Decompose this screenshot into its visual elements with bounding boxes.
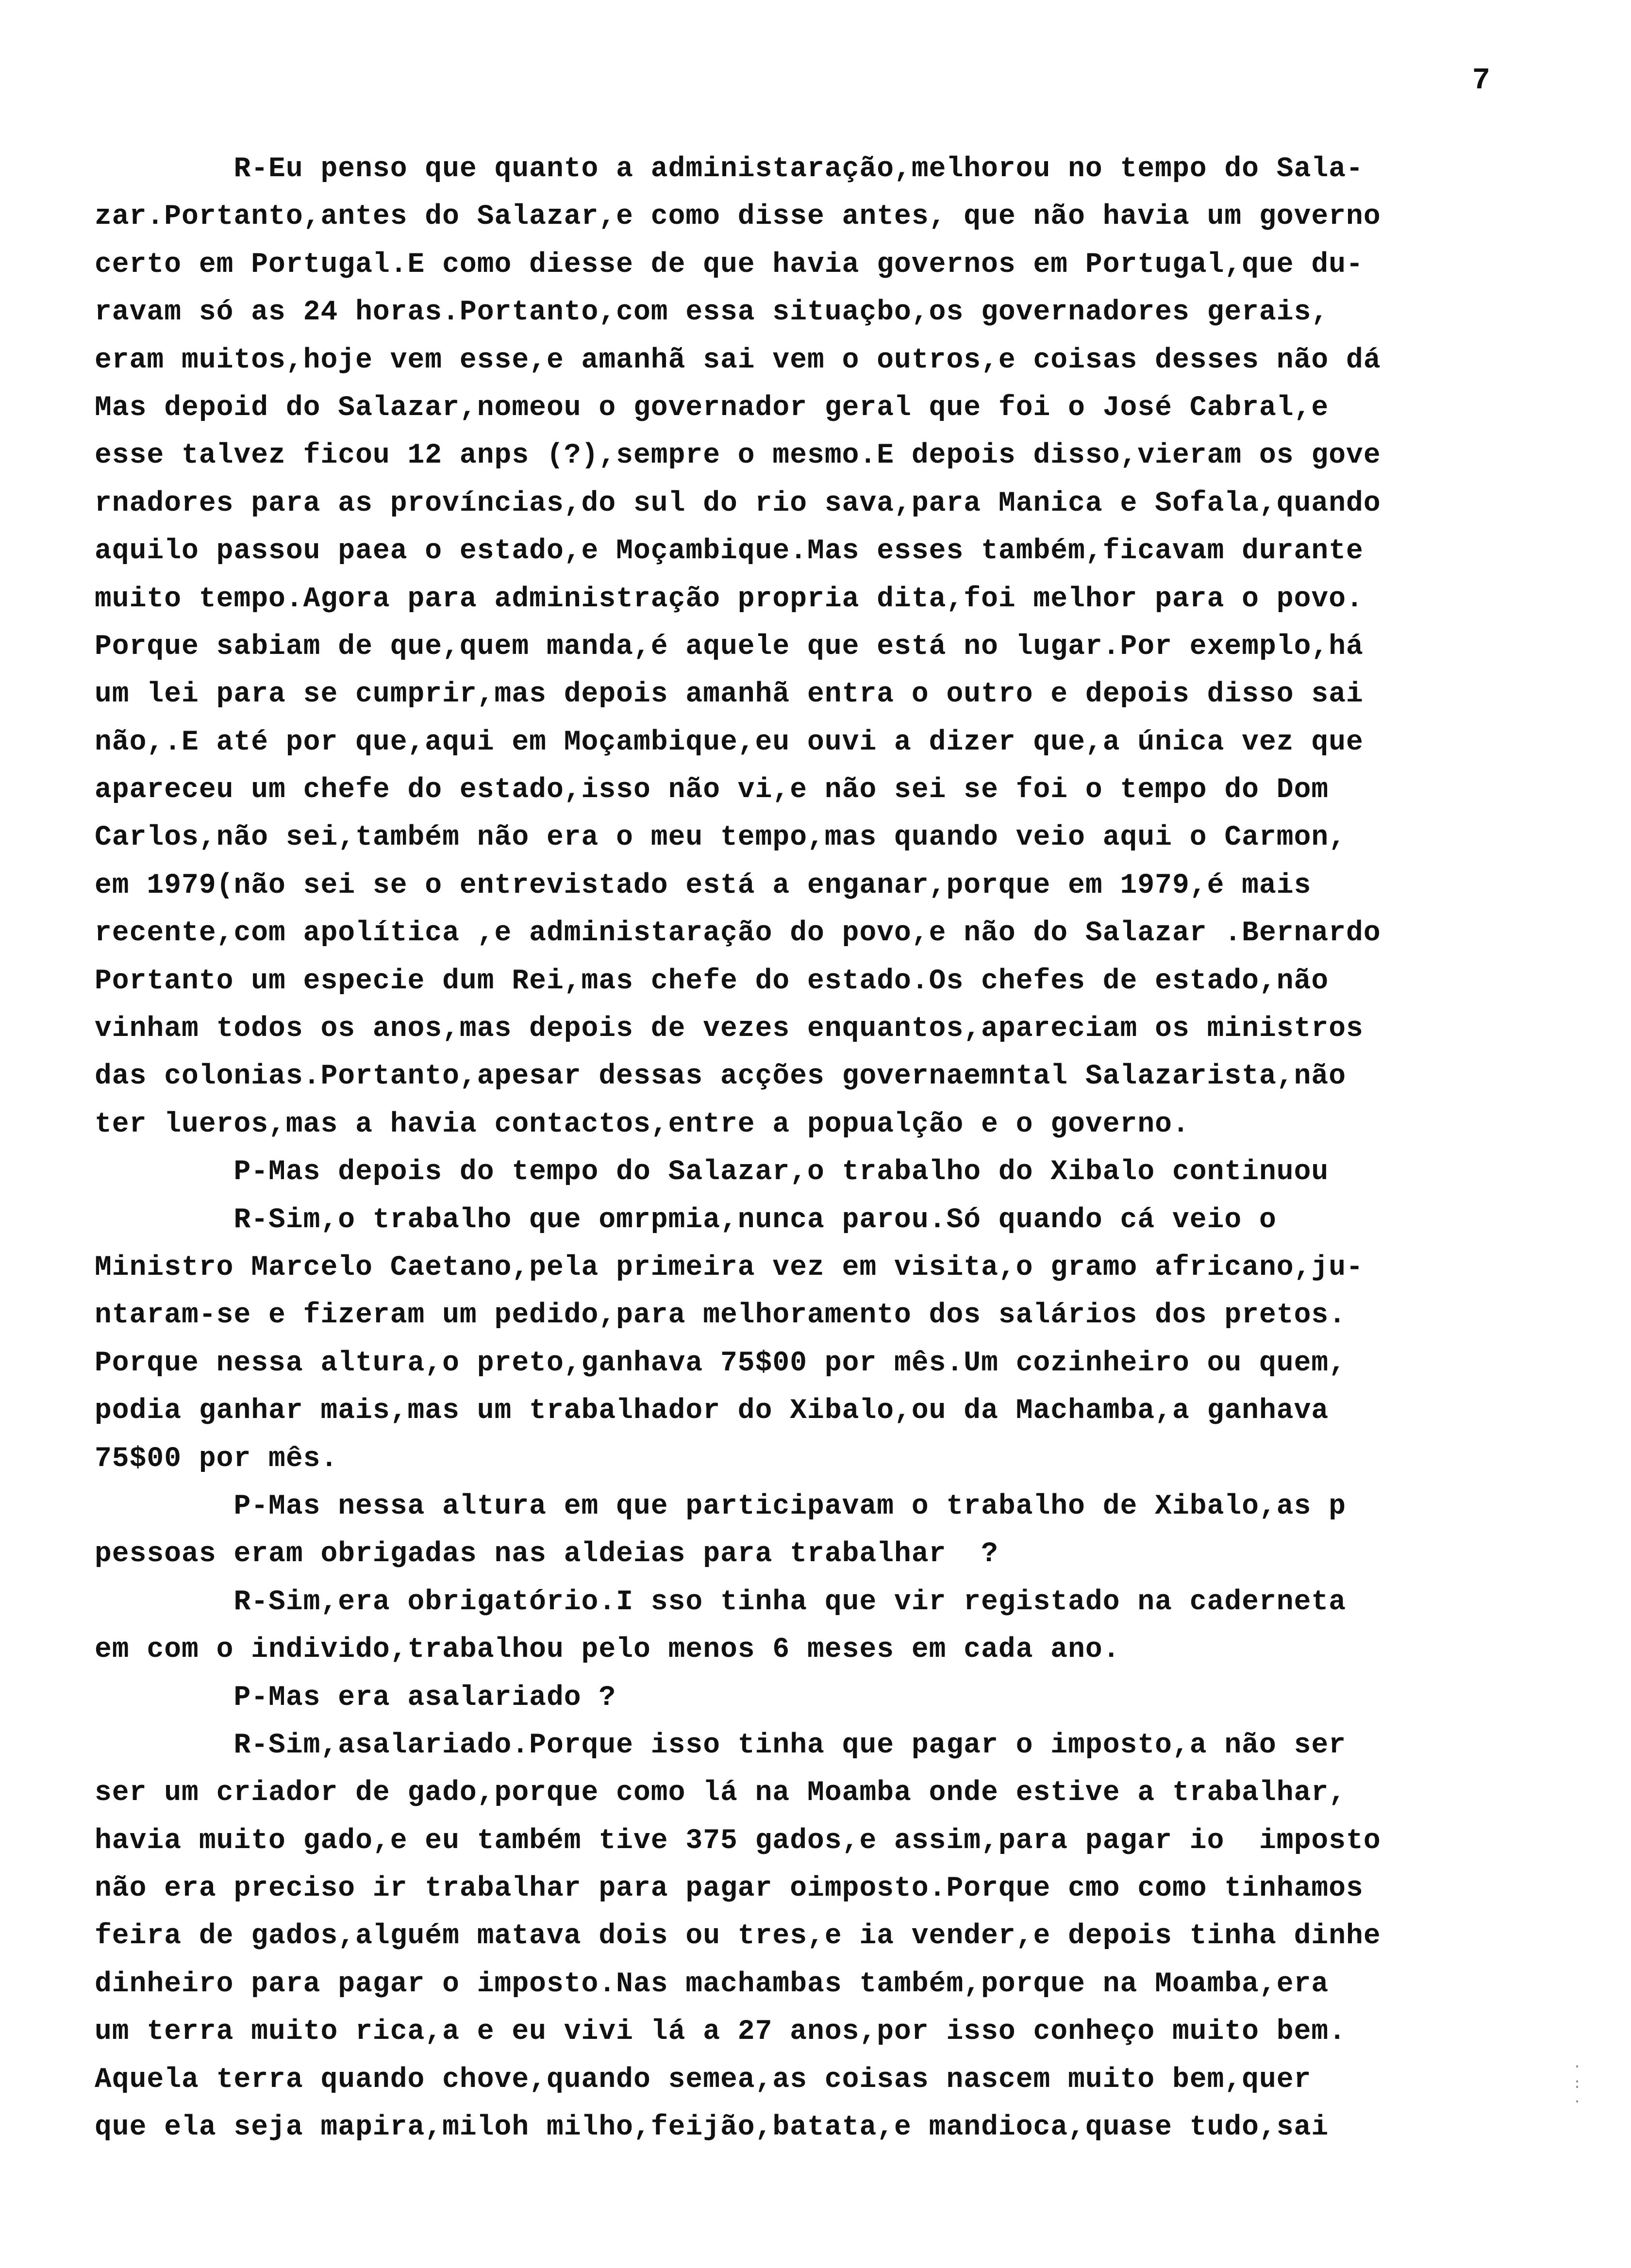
text-line: dinheiro para pagar o imposto.Nas machambas também,porque na Moamba,era [95,1968,1329,2000]
text-line: não,.E até por que,aqui em Moçambique,eu ouvi a dizer que,a única vez que [95,726,1364,758]
text-line: recente,com apolítica ,e administaração do povo,e não do Salazar .Bernardo [95,917,1381,950]
text-line: Mas depoid do Salazar,nomeou o governador geral que foi o José Cabral,e [95,392,1329,424]
text-line: muito tempo.Agora para administração propria dita,foi melhor para o povo. [95,583,1364,615]
text-line: vinham todos os anos,mas depois de vezes enquantos,apareciam os ministros [95,1013,1364,1045]
text-line: zar.Portanto,antes do Salazar,e como disse antes, que não havia um governo [95,201,1381,233]
text-line: eram muitos,hoje vem esse,e amanhã sai vem o outros,e coisas desses não dá [95,344,1381,376]
text-line: um lei para se cumprir,mas depois amanhã entra o outro e depois disso sai [95,679,1364,711]
text-line: feira de gados,alguém matava dois ou tres,e ia vender,e depois tinha dinhe [95,1920,1381,1952]
text-line: P-Mas era asalariado ? [95,1682,616,1714]
text-line: R-Sim,asalariado.Porque isso tinha que pagar o imposto,a não ser [95,1729,1347,1761]
text-line: ntaram-se e fizeram um pedido,para melhoramento dos salários dos pretos. [95,1300,1347,1332]
text-line: P-Mas depois do tempo do Salazar,o trabalho do Xibalo continuou [95,1156,1329,1188]
text-line: ter lueros,mas a havia contactos,entre a popualção e o governo. [95,1108,1190,1140]
text-line: ser um criador de gado,porque como lá na Moamba onde estive a trabalhar, [95,1777,1347,1809]
text-line: Carlos,não sei,também não era o meu tempo,mas quando veio aqui o Carmon, [95,822,1347,854]
text-line: não era preciso ir trabalhar para pagar oimposto.Porque cmo como tinhamos [95,1873,1364,1905]
text-line: das colonias.Portanto,apesar dessas acções governaemntal Salazarista,não [95,1061,1347,1093]
text-line: ravam só as 24 horas.Portanto,com essa situaçbo,os governadores gerais, [95,297,1329,329]
text-line: Ministro Marcelo Caetano,pela primeira vez em visita,o gramo africano,ju- [95,1251,1364,1284]
text-line: que ela seja mapira,miloh milho,feijão,batata,e mandioca,quase tudo,sai [95,2112,1329,2144]
text-line: pessoas eram obrigadas nas aldeias para trabalhar ? [95,1538,999,1570]
text-line: 75$00 por mês. [95,1443,338,1475]
page-number: 7 [1472,63,1490,98]
text-line: Aquela terra quando chove,quando semea,as coisas nascem muito bem,quer [95,2064,1312,2096]
text-line: esse talvez ficou 12 anps (?),sempre o mesmo.E depois disso,vieram os gove [95,440,1381,472]
text-line: Porque nessa altura,o preto,ganhava 75$00 por mês.Um cozinheiro ou quem, [95,1347,1347,1379]
scan-artifact: · : · [1573,2059,1582,2110]
interview-transcript [95,146,1561,2151]
text-line: apareceu um chefe do estado,isso não vi,e não sei se foi o tempo do Dom [95,774,1329,806]
text-line: Portanto um especie dum Rei,mas chefe do estado.Os chefes de estado,não [95,965,1329,997]
text-line: em 1979(não sei se o entrevistado está a enganar,porque em 1979,é mais [95,869,1312,901]
text-line: em com o individo,trabalhou pelo menos 6 meses em cada ano. [95,1634,1120,1666]
text-line: certo em Portugal.E como diesse de que havia governos em Portugal,que du- [95,249,1364,281]
text-line: R-Eu penso que quanto a administaração,melhorou no tempo do Sala- [95,153,1364,185]
text-line: podia ganhar mais,mas um trabalhador do Xibalo,ou da Machamba,a ganhava [95,1395,1329,1427]
text-line: havia muito gado,e eu também tive 375 gados,e assim,para pagar io imposto [95,1825,1381,1857]
text-line: R-Sim,o trabalho que omrpmia,nunca parou.Só quando cá veio o [95,1204,1277,1236]
text-line: R-Sim,era obrigatório.I sso tinha que vir registado na caderneta [95,1586,1347,1618]
text-line: rnadores para as províncias,do sul do rio sava,para Manica e Sofala,quando [95,487,1381,519]
text-line: aquilo passou paea o estado,e Moçambique.Mas esses também,ficavam durante [95,535,1364,567]
text-line: Porque sabiam de que,quem manda,é aquele que está no lugar.Por exemplo,há [95,631,1364,663]
text-line: P-Mas nessa altura em que participavam o trabalho de Xibalo,as p [95,1490,1347,1522]
text-line: um terra muito rica,a e eu vivi lá a 27 anos,por isso conheço muito bem. [95,2016,1347,2048]
